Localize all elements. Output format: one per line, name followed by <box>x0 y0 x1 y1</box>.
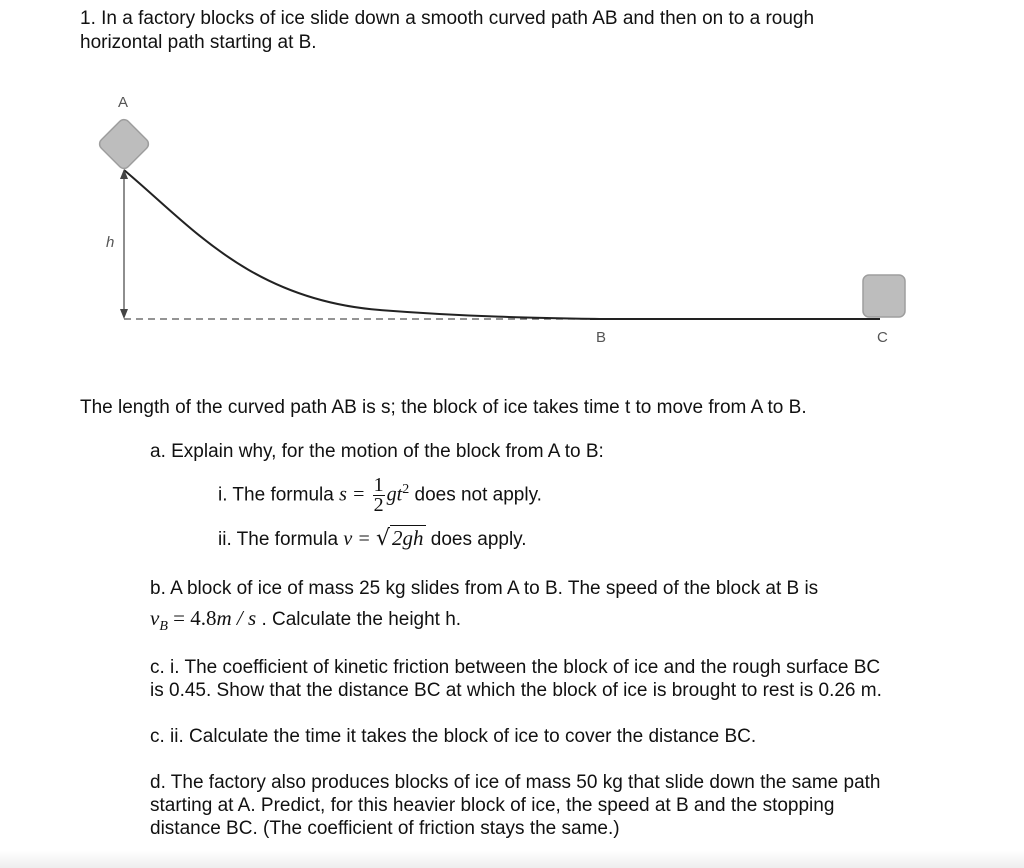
velocity-symbol: v <box>150 606 160 630</box>
part-c-i-line1: c. i. The coefficient of kinetic friction between the block of ice and the rough surface BC <box>150 657 881 678</box>
fraction-denominator: 2 <box>373 493 384 516</box>
question-intro: 1. In a factory blocks of ice slide down a smooth curved path AB and then on to a rough <box>80 8 815 29</box>
label-c: C <box>877 329 888 346</box>
part-a-ii <box>218 524 527 552</box>
part-d-line1: d. The factory also produces blocks of ice of mass 50 kg that slide down the same path <box>150 772 881 793</box>
part-a-ii-suffix: does apply. <box>425 529 527 550</box>
velocity-value: 4.8 <box>190 606 217 630</box>
part-a-i-prefix: i. The formula <box>218 484 334 506</box>
height-arrow-top <box>120 169 128 179</box>
bottom-fade <box>0 851 1024 868</box>
part-a-i <box>218 462 542 518</box>
ice-block-a <box>97 117 151 171</box>
fraction-numerator: 1 <box>373 473 384 496</box>
question-intro-cont: horizontal path starting at B. <box>80 32 317 53</box>
label-b: B <box>596 329 607 346</box>
height-arrow-bottom <box>120 309 128 319</box>
formula-exponent: 2 <box>402 482 410 497</box>
formula-v-lhs: v = <box>343 528 371 550</box>
formula-s-lhs: s = <box>339 483 366 506</box>
ice-block-c <box>863 275 905 317</box>
part-d-line2: starting at A. Predict, for this heavier block of ice, the speed at B and the stopping <box>150 795 835 816</box>
velocity-subscript: B <box>159 618 168 634</box>
radical-sign: √ <box>375 526 390 551</box>
part-b-line2 <box>150 605 462 634</box>
formula-s-rhs: gt <box>386 483 403 506</box>
statement-text: The length of the curved path AB is s; the block of ice takes time t to move from A to B. <box>80 397 807 418</box>
curved-path-ab <box>124 170 600 319</box>
part-d-line3: distance BC. (The coefficient of friction stays the same.) <box>150 818 620 839</box>
velocity-unit: m / s <box>216 606 257 630</box>
part-c-ii-line1: c. ii. Calculate the time it takes the block of ice to cover the distance BC. <box>150 726 757 747</box>
label-a: A <box>118 94 129 111</box>
ice-slide-diagram <box>80 85 940 355</box>
part-c-i-line2: is 0.45. Show that the distance BC at which the block of ice is brought to rest is 0.26 m. <box>150 680 882 701</box>
part-a-ii-prefix: ii. The formula <box>218 529 339 550</box>
equals-sign: = <box>167 606 191 630</box>
part-a-i-suffix: does not apply. <box>409 484 542 506</box>
part-b-line1: b. A block of ice of mass 25 kg slides from A to B. The speed of the block at B is <box>150 578 819 599</box>
part-a-label: a. Explain why, for the motion of the block from A to B: <box>150 441 604 462</box>
label-h: h <box>106 234 115 251</box>
radicand: 2gh <box>392 526 424 550</box>
square-root <box>376 524 426 554</box>
fraction-half <box>373 473 385 516</box>
part-b-suffix: . Calculate the height h. <box>256 609 462 630</box>
